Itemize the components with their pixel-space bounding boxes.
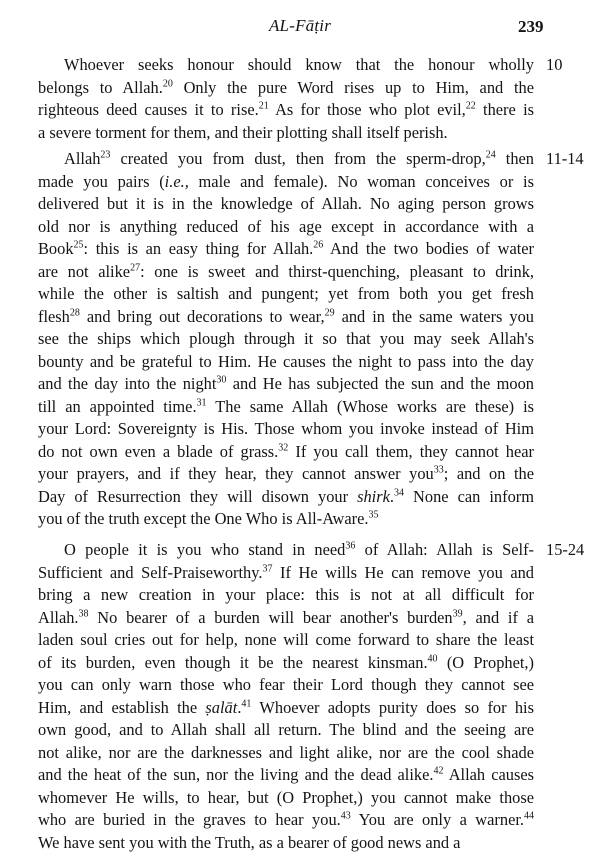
text-line: of its burden, even though it be the nearest kinsman.$^{40}$ (O Prophet,) [38,652,534,672]
text-line: O people it is you who stand in need$^{36}$ of Allah: Allah is Self- [64,540,535,559]
page-number: 239 [518,17,544,36]
text-line: your Lord: Sovereignty is His. Those whom you invoke instead of Him [38,419,534,438]
text-line: We have sent you with the Truth, as a bearer of good news and a [38,832,461,852]
text-line: made you pairs (i.e., male and female). No woman conceives or is [38,171,534,191]
text-line: Allah$^{23}$ created you from dust, then from the sperm-drop,$^{24}$ then [64,149,534,168]
verse-reference: 11-14 [546,149,584,168]
text-line: delivered but it is in the knowledge of Allah. No aging person grows [38,194,534,213]
text-line: not alike, nor are the darknesses and light alike, nor are the cool shade [38,742,534,762]
text-line: bounty and be grateful to Him. He causes the night to pass into the day [38,351,534,371]
text-line: Sufficient and Self-Praiseworthy.$^{37}$ If He wills He can remove you and [38,562,534,582]
text-line: Allah.$^{38}$ No bearer of a burden will bear another's burden$^{39}$, and if a [38,607,534,627]
text-line: are not alike$^{27}$: one is sweet and thirst-quenching, pleasant to drink, [38,261,534,281]
text-line: Him, and establish the ṣalāt.$^{41}$ Whoever adopts purity does so for his [38,697,534,717]
text-line: righteous deed causes it to rise.$^{21}$ As for those who plot evil,$^{22}$ there is [38,100,534,119]
text-line: you of the truth except the One Who is All-Aware.$^{35}$ [38,509,379,528]
text-line: old nor is anything reduced of his age except in accordance with a [38,216,534,236]
text-line: own good, and to Allah shall all return. The blind and the seeing are [38,720,534,739]
text-line: see the ships which plough through it so that you may seek Allah's [38,329,534,348]
text-line: till an appointed time.$^{31}$ The same Allah (Whose works are these) is [38,396,534,416]
verse-reference: 10 [546,55,563,74]
text-line: whomever He wills, to hear, but (O Prophet,) you cannot make those [38,787,534,807]
text-line: a severe torment for them, and their plotting shall itself perish. [38,122,448,142]
text-line: belongs to Allah.$^{20}$ Only the pure Word rises up to Him, and the [38,77,534,97]
verse-reference: 15-24 [546,540,585,559]
text-line: Day of Resurrection they will disown your shirk.$^{34}$ None can inform [38,486,534,506]
text-line: flesh$^{28}$ and bring out decorations to wear,$^{29}$ and in the same waters you [38,306,534,326]
text-line: Whoever seeks honour should know that the honour wholly [64,55,534,74]
text-line: your prayers, and if they hear, they cannot answer you$^{33}$; and on the [38,464,534,483]
running-header-title: AL-Fāṭir [268,16,332,35]
text-line: and the day into the night$^{30}$ and He has subjected the sun and the moon [38,374,534,393]
text-line: laden soul cries out for help, none will come forward to share the least [38,630,534,649]
text-line: and the heat of the sun, nor the living and the dead alike.$^{42}$ Allah causes [38,765,534,784]
text-line: who are buried in the graves to hear you.$^{43}$ You are only a warner.$^{44}$ [38,810,534,829]
text-line: while the other is saltish and pungent; yet from both you get fresh [38,284,534,303]
text-line: bring a new creation in your place: this is not at all difficult for [38,585,534,604]
text-line: you can only warn those who fear their Lord though they cannot see [38,675,534,694]
text-line: Book$^{25}$: this is an easy thing for Allah.$^{26}$ And the two bodies of water [38,239,534,258]
text-line: do not own even a blade of grass.$^{32}$ If you call them, they cannot hear [38,441,534,461]
